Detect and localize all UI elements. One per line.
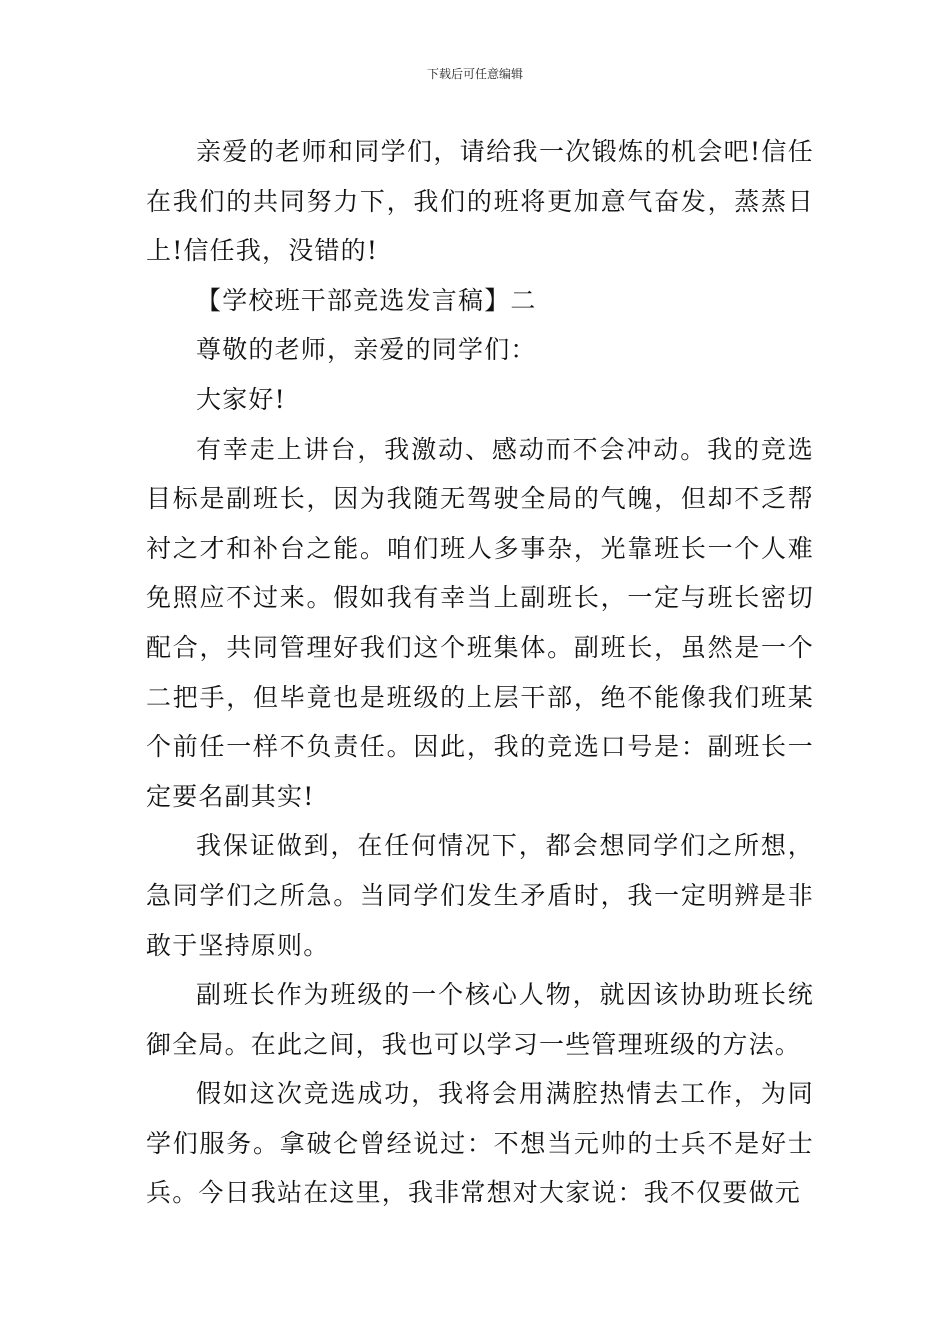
page-header: 下载后可任意编辑 bbox=[426, 67, 523, 81]
paragraph-salutation: 尊敬的老师，亲爱的同学们： bbox=[196, 335, 537, 365]
paragraph-promise: 我保证做到，在任何情况下，都会想同学们之所想，急同学们之所急。当同学们发生矛盾时，我一定明辨是非敢于坚持原则。 bbox=[146, 831, 814, 960]
section-heading: 【学校班干部竞选发言稿】二 bbox=[196, 285, 537, 315]
document-body bbox=[146, 127, 814, 1218]
paragraph-role: 副班长作为班级的一个核心人物，就因该协助班长统御全局。在此之间，我也可以学习一些管理班级的方法。 bbox=[146, 980, 814, 1059]
paragraph-commitment: 假如这次竞选成功，我将会用满腔热情去工作，为同学们服务。拿破仑曾经说过：不想当元帅的士兵不是好士兵。今日我站在这里，我非常想对大家说：我不仅要做元 bbox=[146, 1079, 814, 1208]
paragraph-greeting: 大家好! bbox=[196, 384, 286, 414]
paragraph-closing-appeal: 亲爱的老师和同学们，请给我一次锻炼的机会吧!信任在我们的共同努力下，我们的班将更加意气奋发，蒸蒸日上!信任我，没错的! bbox=[146, 137, 814, 266]
paragraph-goal: 有幸走上讲台，我激动、感动而不会冲动。我的竞选目标是副班长，因为我随无驾驶全局的气魄，但却不乏帮衬之才和补台之能。咱们班人多事杂，光靠班长一个人难免照应不过来。假如我有幸当上副班长，一定与班长密切配合，共同管理好我们这个班集体。副班长，虽然是一个二把手，但毕竟也是班级的上层干部，绝不能像我们班某个前任一样不负责任。因此，我的竞选口号是：副班长一定要名副其实! bbox=[146, 434, 814, 811]
